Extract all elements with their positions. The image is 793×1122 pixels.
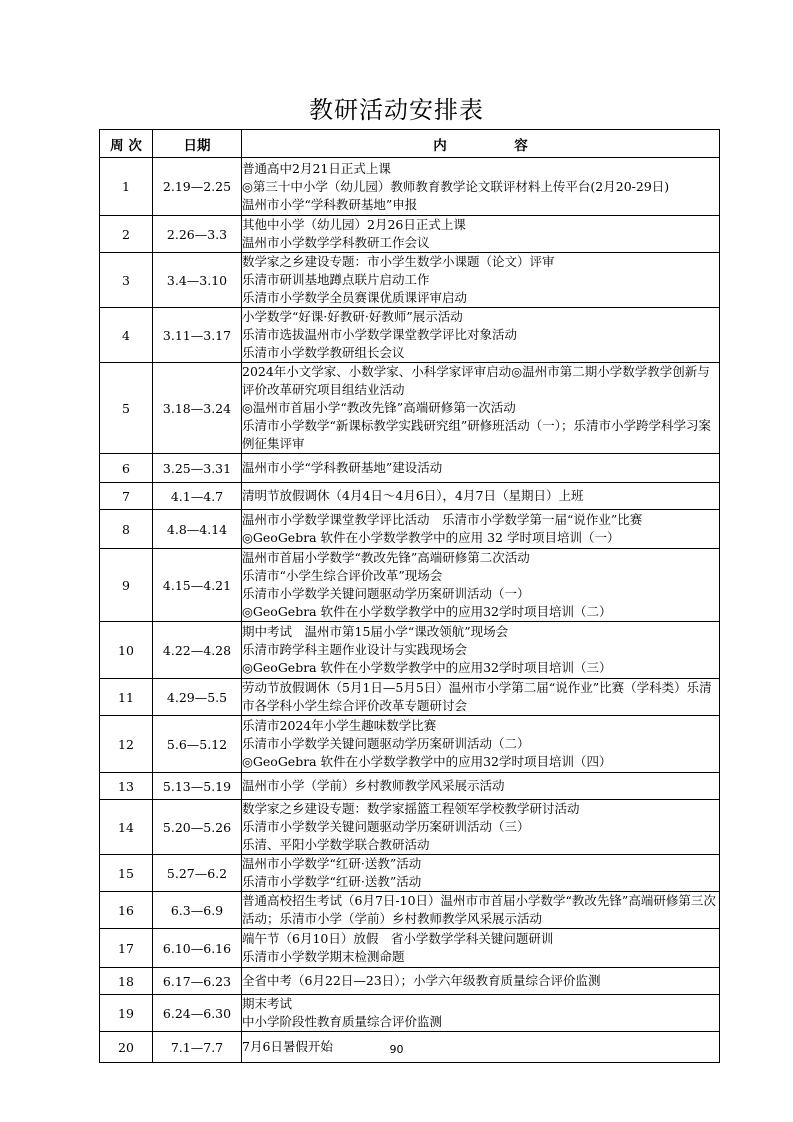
content-line: 数学家之乡建设专题：数学家摇篮工程领军学校教学研讨活动 [242,801,580,816]
week-cell: 10 [100,622,153,679]
content-line: 温州市小学“学科教研基地”建设活动 [242,460,443,475]
content-line: 乐清市小学数学关键问题驱动学历案研训活动（三） [242,819,530,834]
header-week: 周 次 [100,130,153,158]
date-cell: 3.4—3.10 [153,253,242,308]
date-cell: 3.11—3.17 [153,308,242,363]
content-line: 乐清市研训基地蹲点联片启动工作 [242,272,430,287]
content-line: 温州市首届小学数学“教改先锋”高端研修第二次活动 [242,550,530,565]
week-cell: 5 [100,363,153,454]
content-cell [242,454,720,483]
table-row [100,454,720,483]
content-line: ◎第三十中小学（幼儿园）教师教育教学论文联评材料上传平台(2月20-29日) [242,178,670,194]
date-cell: 6.24—6.30 [153,995,242,1032]
content-cell [242,253,720,308]
week-cell: 18 [100,968,153,995]
date-cell: 6.3—6.9 [153,892,242,929]
content-line: 乐清市小学数学全员赛课优质课评审启动 [242,290,468,305]
content-line: 端午节（6月10日）放假 省小学数学学科关键问题研训 [242,931,554,946]
header-content: 内 容 [242,130,720,158]
content-line: 7月6日暑假开始 [242,1039,333,1054]
content-line: ◎GeoGebra 软件在小学数学教学中的应用32学时项目培训（四） [242,754,612,769]
week-cell: 7 [100,483,153,510]
table-row [100,855,720,892]
content-line: 温州市小学数学课堂教学评比活动 乐清市小学数学第一届“说作业”比赛 [242,512,643,527]
content-line: 温州市小学“学科教研基地”申报 [242,196,418,212]
content-line: 乐清市小学数学“红研·送教”活动 [242,874,422,889]
date-cell: 3.18—3.24 [153,363,242,454]
schedule-table [99,129,720,1063]
table-row [100,892,720,929]
week-cell: 15 [100,855,153,892]
content-line: 全省中考（6月22日—23日）；小学六年级教育质量综合评价监测 [242,973,601,988]
content-line: 温州市小学数学学科教研工作会议 [242,235,430,250]
week-cell: 17 [100,929,153,968]
table-row [100,549,720,622]
table-row [100,995,720,1032]
content-cell [242,510,720,549]
content-cell [242,773,720,800]
content-line: 普通高中2月21日正式上课 [242,160,391,176]
week-cell: 3 [100,253,153,308]
date-cell: 5.6—5.12 [153,716,242,773]
content-cell [242,716,720,773]
content-line: 中小学阶段性教育质量综合评价监测 [242,1014,443,1029]
week-cell: 19 [100,995,153,1032]
content-line: 乐清市跨学科主题作业设计与实践现场会 [242,642,468,657]
date-cell: 4.22—4.28 [153,622,242,679]
date-cell: 5.20—5.26 [153,800,242,855]
date-cell: 4.15—4.21 [153,549,242,622]
content-cell [242,855,720,892]
week-cell: 4 [100,308,153,363]
table-row [100,483,720,510]
table-row [100,363,720,454]
content-cell [242,622,720,679]
content-cell [242,968,720,995]
table-row [100,510,720,549]
date-cell: 6.17—6.23 [153,968,242,995]
week-cell: 6 [100,454,153,483]
content-cell [242,679,720,716]
table-row [100,716,720,773]
content-line: 2024年小文学家、小数学家、小科学家评审启动◎温州市第二期小学数学教学创新与评价改革研究项目组结业活动 [242,364,710,397]
date-cell: 5.27—6.2 [153,855,242,892]
content-cell [242,892,720,929]
content-line: 乐清市2024年小学生趣味数学比赛 [242,718,437,733]
content-line: 温州市小学（学前）乡村教师教学风采展示活动 [242,778,505,793]
date-cell: 2.19—2.25 [153,158,242,216]
table-row [100,679,720,716]
date-cell: 7.1—7.7 [153,1032,242,1063]
week-cell: 12 [100,716,153,773]
content-cell [242,549,720,622]
content-cell [242,158,720,216]
page-title: 教研活动安排表 [309,96,484,124]
content-line: 乐清市小学数学教研组长会议 [242,345,405,360]
table-row [100,308,720,363]
content-line: 数学家之乡建设专题：市小学生数学小课题（论文）评审 [242,254,555,269]
table-row [100,158,720,216]
week-cell: 1 [100,158,153,216]
date-cell: 2.26—3.3 [153,216,242,253]
content-cell [242,483,720,510]
week-cell: 16 [100,892,153,929]
content-cell [242,800,720,855]
week-cell: 13 [100,773,153,800]
week-cell: 8 [100,510,153,549]
date-cell: 6.10—6.16 [153,929,242,968]
date-cell: 3.25—3.31 [153,454,242,483]
content-line: 乐清市“小学生综合评价改革”现场会 [242,568,443,583]
content-cell [242,929,720,968]
content-line: 期末考试 [242,996,293,1011]
content-cell [242,216,720,253]
content-line: 小学数学“好课·好教研·好教师”展示活动 [242,309,463,324]
date-cell: 4.1—4.7 [153,483,242,510]
content-line: 乐清市小学数学期末检测命题 [242,949,405,964]
content-line: 清明节放假调休（4月4日～4月6日），4月7日（星期日）上班 [242,488,584,503]
content-line: 期中考试 温州市第15届小学“课改领航”现场会 [242,624,509,639]
table-row [100,929,720,968]
week-cell: 11 [100,679,153,716]
table-header-row [100,130,720,158]
date-cell: 5.13—5.19 [153,773,242,800]
table-row [100,773,720,800]
content-line: 温州市小学数学“红研·送教”活动 [242,856,422,871]
week-cell: 9 [100,549,153,622]
table-row [100,800,720,855]
content-line: 普通高校招生考试（6月7日-10日）温州市市首届小学数学“教改先锋”高端研修第三次活动；乐清市小学（学前）乡村教师教学风采展示活动 [242,893,716,926]
header-date: 日期 [153,130,242,158]
content-line: ◎GeoGebra 软件在小学数学教学中的应用 32 学时项目培训（一） [242,530,620,545]
content-line: 其他中小学（幼儿园）2月26日正式上课 [242,217,466,232]
content-line: 劳动节放假调休（5月1日—5月5日）温州市小学第二届“说作业”比赛（学科类）乐清市各学科小学生综合评价改革专题研讨会 [242,680,712,713]
content-line: ◎GeoGebra 软件在小学数学教学中的应用32学时项目培训（二） [242,604,612,619]
table-row [100,622,720,679]
content-line: 乐清、平阳小学数学联合教研活动 [242,837,430,852]
content-line: 乐清市选拔温州市小学数学课堂教学评比对象活动 [242,327,518,342]
content-line: 乐清市小学数学“新课标教学实践研究组”研修班活动（一）；乐清市小学跨学科学习案例征集评审 [242,418,712,451]
week-cell: 2 [100,216,153,253]
table-row [100,253,720,308]
content-cell [242,363,720,454]
content-line: ◎温州市首届小学“教改先锋”高端研修第一次活动 [242,400,516,415]
table-row [100,968,720,995]
week-cell: 20 [100,1032,153,1063]
date-cell: 4.8—4.14 [153,510,242,549]
content-line: 乐清市小学数学关键问题驱动学历案研训活动（一） [242,586,530,601]
content-line: 乐清市小学数学关键问题驱动学历案研训活动（二） [242,736,530,751]
content-cell [242,308,720,363]
page-number: 90 [389,1043,404,1056]
content-cell [242,995,720,1032]
week-cell: 14 [100,800,153,855]
table-row [100,216,720,253]
date-cell: 4.29—5.5 [153,679,242,716]
content-line: ◎GeoGebra 软件在小学数学教学中的应用32学时项目培训（三） [242,660,612,675]
